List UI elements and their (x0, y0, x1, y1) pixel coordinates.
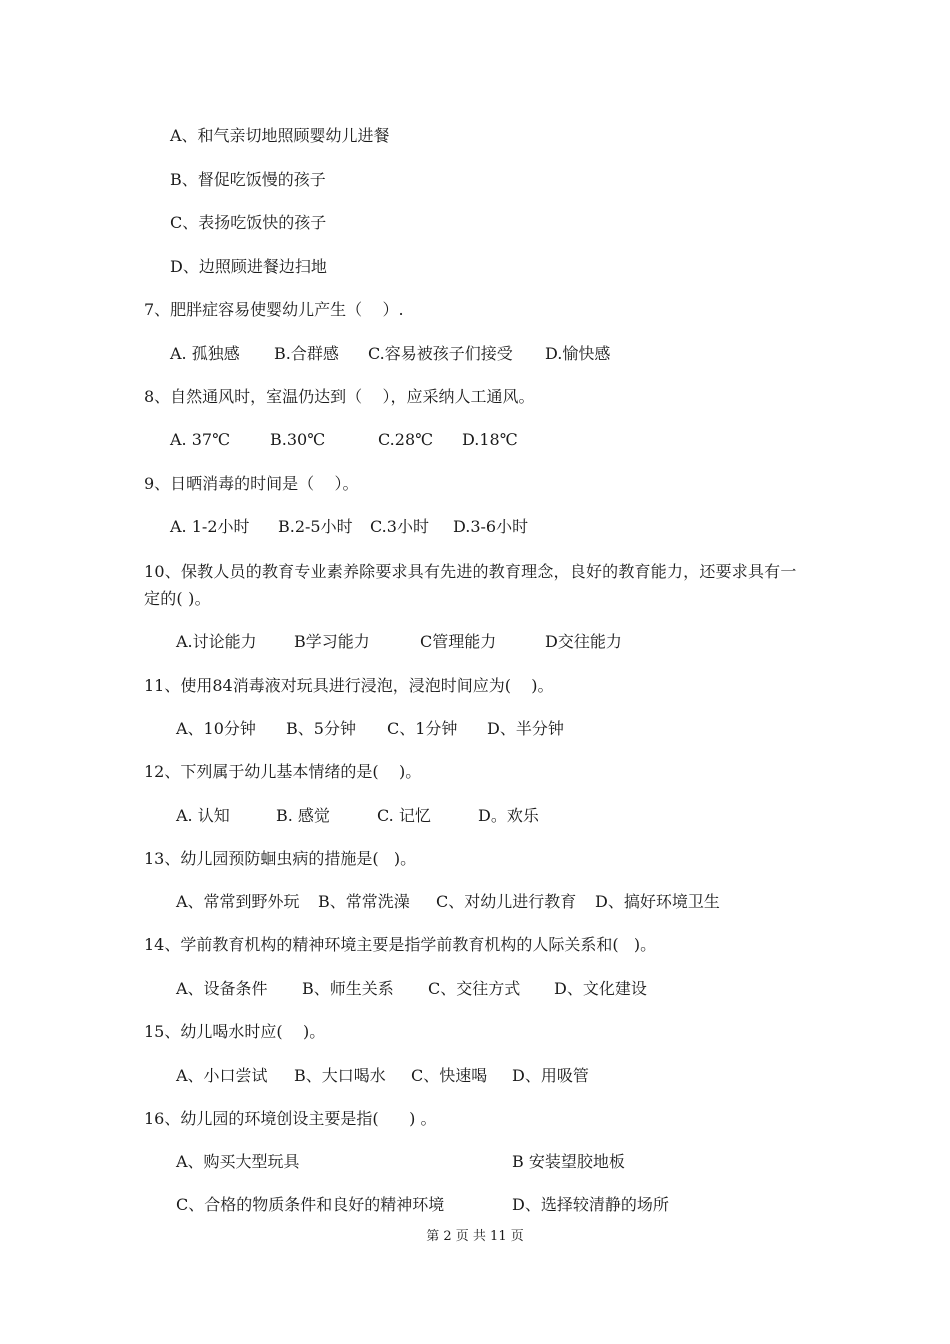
option: D、半分钟 (487, 719, 564, 738)
option-line: C、表扬吃饭快的孩子 (170, 213, 327, 232)
option: D。欢乐 (478, 806, 539, 825)
option: A、常常到野外玩 (176, 892, 300, 911)
option: B、5分钟 (286, 719, 356, 738)
question-stem: 12、下列属于幼儿基本情绪的是( )。 (144, 762, 422, 781)
option: B学习能力 (294, 632, 370, 651)
option: D、搞好环境卫生 (595, 892, 720, 911)
option: B.合群感 (274, 344, 339, 363)
option: C、对幼儿进行教育 (436, 892, 577, 911)
question-stem: 8、自然通风时，室温仍达到（ ），应采纳人工通风。 (144, 387, 535, 406)
option: B、大口喝水 (294, 1066, 386, 1085)
option: D、文化建设 (554, 979, 647, 998)
option: A、10分钟 (176, 719, 256, 738)
option: D、选择较清静的场所 (512, 1195, 669, 1214)
option: B.30℃ (270, 430, 326, 449)
question-stem: 13、幼儿园预防蛔虫病的措施是( )。 (144, 849, 417, 868)
option: C管理能力 (420, 632, 497, 651)
option: D.18℃ (462, 430, 518, 449)
option: C.28℃ (378, 430, 434, 449)
question-stem: 16、幼儿园的环境创设主要是指( ) 。 (144, 1109, 437, 1128)
option: A. 认知 (176, 806, 230, 825)
option: D交往能力 (545, 632, 622, 651)
question-stem: 10、保教人员的教育专业素养除要求具有先进的教育理念，良好的教育能力，还要求具有一定的( )。 (144, 562, 797, 608)
option-row (176, 1195, 696, 1215)
option: C、合格的物质条件和良好的精神环境 (176, 1195, 445, 1214)
option: C、交往方式 (428, 979, 521, 998)
option: C、快速喝 (411, 1066, 488, 1085)
option: A.讨论能力 (176, 632, 257, 651)
option: A. 孤独感 (170, 344, 240, 363)
option: B 安装望胶地板 (512, 1152, 625, 1171)
option: D.3-6小时 (453, 517, 529, 536)
question-stem: 15、幼儿喝水时应( )。 (144, 1022, 326, 1041)
option: B、师生关系 (302, 979, 394, 998)
option: A、小口尝试 (176, 1066, 268, 1085)
option-line: D、边照顾进餐边扫地 (170, 257, 327, 276)
option: B. 感觉 (276, 806, 330, 825)
option: C.3小时 (370, 517, 429, 536)
option-line: A、和气亲切地照顾婴幼儿进餐 (170, 126, 390, 145)
option-row (176, 1152, 676, 1172)
page-footer: 第 2 页 共 11 页 (426, 1229, 524, 1244)
option-line: B、督促吃饭慢的孩子 (170, 170, 326, 189)
option: D、用吸管 (512, 1066, 589, 1085)
question-stem: 14、学前教育机构的精神环境主要是指学前教育机构的人际关系和( )。 (144, 935, 657, 954)
question-stem: 9、日晒消毒的时间是（ ）。 (144, 474, 359, 493)
option: A. 1-2小时 (170, 517, 250, 536)
option: D.愉快感 (545, 344, 611, 363)
option: A、购买大型玩具 (176, 1152, 300, 1171)
option: C、1分钟 (387, 719, 458, 738)
option: C.容易被孩子们接受 (368, 344, 513, 363)
option: B.2-5小时 (278, 517, 353, 536)
option: C. 记忆 (377, 806, 431, 825)
option: B、常常洗澡 (318, 892, 410, 911)
question-stem: 7、肥胖症容易使婴幼儿产生（ ）. (144, 300, 404, 319)
question-stem: 11、使用84消毒液对玩具进行浸泡，浸泡时间应为( )。 (144, 676, 554, 695)
option: A、设备条件 (176, 979, 268, 998)
option: A. 37℃ (170, 430, 230, 449)
